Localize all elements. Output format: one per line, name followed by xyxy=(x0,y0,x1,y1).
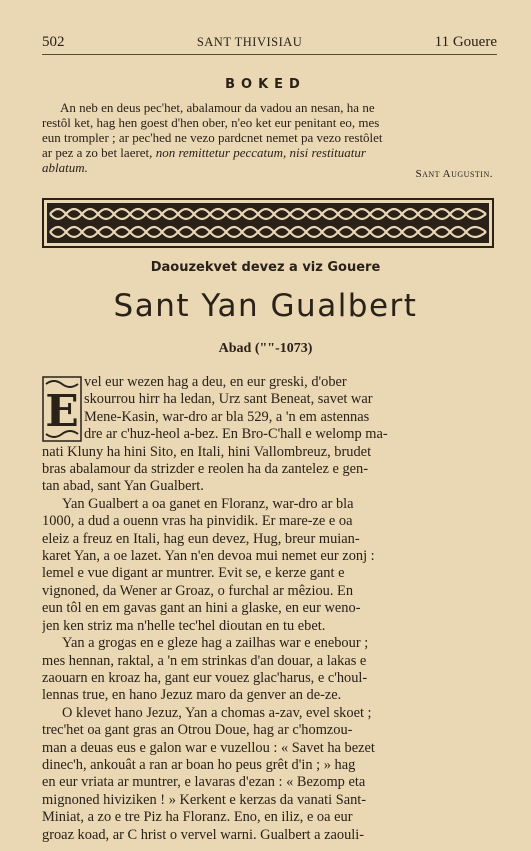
body-line: Mene-Kasin, war-dro ar bla 529, a 'n em astennas xyxy=(84,408,370,425)
body-line: mignoned hiviziken ! » Kerkent e kerzas da vanati Sant- xyxy=(42,791,367,808)
body-text xyxy=(42,374,494,844)
body-line: Yan a grogas en e gleze hag a zailhas war e enebour ; xyxy=(62,635,369,652)
body-line: bras abalamour da strizder e reolen ha da zantelez e gen- xyxy=(42,461,369,478)
boked-heading: BOKED xyxy=(225,77,306,92)
body-line: dinec'h, ankouât a ran ar boan ho peus grêt d'in ; » hag xyxy=(42,756,356,773)
body-line: man a deuas eus e galon war e vuzellou : « Savet ha bezet xyxy=(42,739,375,756)
body-line: tan abad, sant Yan Gualbert. xyxy=(42,478,204,495)
running-head-title: SANT THIVISIAU xyxy=(196,35,303,49)
body-line: karet Yan, a oe lazet. Yan n'en devoa mui nemet eur zonj : xyxy=(42,548,375,565)
body-line: eleiz a freuz en Itali, hag eun devez, Hug, breur muian- xyxy=(42,530,360,547)
body-line: eun tôl en em gavas gant an hini a glaske, en eur weno- xyxy=(42,600,361,617)
body-line: zaouarn en kroaz ha, gant eur vouez glac'harus, e c'houl- xyxy=(42,669,368,686)
body-line: vel eur wezen hag a deu, en eur greski, d'ober xyxy=(84,374,347,390)
quote-line: ar pez a zo bet laeret, xyxy=(42,145,153,160)
body-line: skourrou hirr ha ledan, Urz sant Beneat, savet war xyxy=(84,391,373,408)
body-line: jen ken striz ma n'helle tec'hel dioutan en tu ebet. xyxy=(42,617,326,634)
body-line: en eur vriata ar muntrer, e lavaras d'ezan : « Bezomp eta xyxy=(42,774,366,791)
day-heading: Daouzekvet devez a viz Gouere xyxy=(150,260,381,275)
body-line: vignoned, da Wener ar Groaz, o furchal ar mêziou. En xyxy=(42,582,354,599)
body-line: groaz koad, ar C hrist o vervel warni. Gualbert a zaouli- xyxy=(42,826,365,843)
body-line: dre ar c'huz-heol a-bez. En Bro-C'hall e welomp ma- xyxy=(84,426,388,443)
running-head xyxy=(42,34,497,52)
body-line: lemel e vue digant ar muntrer. Evit se, e kerze gant e xyxy=(42,565,345,582)
body-line: nati Kluny ha hini Sito, en Itali, hini Vallombreuz, brudet xyxy=(42,443,372,460)
quote-block xyxy=(42,100,498,175)
quote-attribution: Sant Augustin. xyxy=(415,168,493,180)
body-line: mes hennan, raktal, a 'n em strinkas d'an douar, a lakas e xyxy=(42,652,367,669)
saint-title: Sant Yan Gualbert xyxy=(113,288,418,324)
quote-latin-end: ablatum. xyxy=(42,160,88,175)
quote-latin: non remittetur peccatum, nisi restituatur xyxy=(155,145,366,160)
quote-line: An neb en deus pec'het, abalamour da vadou an nesan, ha ne xyxy=(60,100,375,115)
dropcap-glyph: E xyxy=(45,386,79,437)
body-line: Miniat, a zo e tre Piz ha Floranz. Eno, en iliz, e oa eur xyxy=(42,809,353,826)
body-line: Yan Gualbert a oa ganet en Floranz, war-dro ar bla xyxy=(62,495,354,512)
quote-line: restôl ket, hag hen goest d'hen ober, n'eo ket eur penitant eo, mes xyxy=(42,115,380,130)
quote-line: eun trompler ; ar pec'hed ne vezo pardcnet nemet pa vezo restôlet xyxy=(42,130,383,145)
page-number: 502 xyxy=(42,34,65,50)
body-line: 1000, a dud a ouenn vras ha pinvidik. Er mare-ze e oa xyxy=(42,513,353,530)
body-line: lennas true, en hano Jezuz maro da genver an de-ze. xyxy=(42,687,342,704)
header-rule xyxy=(42,54,497,55)
knotwork-ornament xyxy=(42,198,494,248)
saint-subtitle: Abad (""-1073) xyxy=(218,341,313,356)
running-head-date: 11 Gouere xyxy=(434,34,497,50)
body-line: O klevet hano Jezuz, Yan a chomas a-zav, evel skoet ; xyxy=(62,704,372,721)
body-line: trec'het oa gant gras an Otrou Doue, hag ar c'homzou- xyxy=(42,722,353,739)
